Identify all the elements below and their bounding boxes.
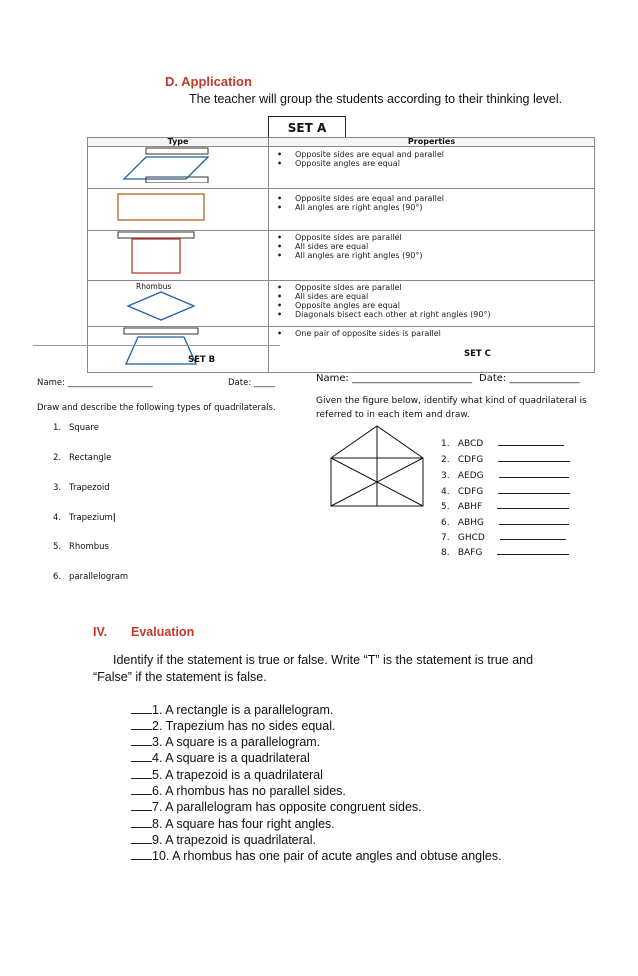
rhombus-shape <box>88 281 268 321</box>
list-item: 6. parallelogram <box>53 572 129 582</box>
set-c-date-field: Date: ______________ <box>479 373 580 384</box>
property-item: • Opposite sides are equal and parallel <box>277 150 445 159</box>
divider <box>33 345 280 346</box>
question-item: 6. A rhombus has no parallel sides. <box>131 782 346 798</box>
question-item: 5. A trapezoid is a quadrilateral <box>131 766 323 782</box>
property-item: • All sides are equal <box>277 242 369 251</box>
list-item: 3. Trapezoid <box>53 483 110 493</box>
evaluation-instruction: Identify if the statement is true or false. Write “T” is the statement is true and “False” if the statement is false. <box>93 653 534 684</box>
list-item: 2. Rectangle <box>53 453 112 463</box>
set-a-header-row <box>88 138 595 147</box>
shape-cell-square <box>88 231 269 281</box>
props-cell-square <box>269 231 595 281</box>
list-item: 6. ABHG <box>441 515 569 528</box>
property-item: • Opposite sides are equal and parallel <box>277 194 445 203</box>
question-item: 10. A rhombus has one pair of acute angles and obtuse angles. <box>131 847 502 863</box>
trapezoid-shape <box>88 327 268 367</box>
shape-cell-trapezoid <box>88 327 269 373</box>
list-item: 7. GHCD <box>441 530 566 543</box>
props-cell-rectangle <box>269 189 595 231</box>
set-b-name-field: Name: ____________________ <box>37 378 153 388</box>
list-item: 2. CDFG <box>441 452 570 465</box>
table-row <box>88 327 595 373</box>
property-item: • Opposite angles are equal <box>277 159 400 168</box>
set-c-title: SET C <box>464 349 491 359</box>
property-item: • All angles are right angles (90°) <box>277 203 423 212</box>
set-a-table <box>87 137 595 373</box>
props-cell-trapezoid <box>269 327 595 373</box>
question-item: 9. A trapezoid is quadrilateral. <box>131 831 316 847</box>
list-item: 4. CDFG <box>441 484 570 497</box>
list-item: 5. ABHF <box>441 499 569 512</box>
list-item: 1. Square <box>53 423 99 433</box>
shape-cell-rhombus <box>88 281 269 327</box>
props-cell-rhombus <box>269 281 595 327</box>
question-item: 4. A square is a quadrilateral <box>131 749 310 765</box>
col-properties-header: Properties <box>269 138 595 147</box>
list-item: 4. Trapezium| <box>53 513 116 523</box>
props-cell-parallelogram <box>269 147 595 189</box>
question-item: 2. Trapezium has no sides equal. <box>131 717 335 733</box>
list-item: 3. AEDG <box>441 468 569 481</box>
parallelogram-shape <box>88 147 268 183</box>
property-item: • All angles are right angles (90°) <box>277 251 423 260</box>
question-item: 8. A square has four right angles. <box>131 815 335 831</box>
rectangle-shape <box>88 189 268 225</box>
rhombus-name: Rhombus <box>136 282 172 291</box>
property-item: • Diagonals bisect each other at right angles (90°) <box>277 310 491 319</box>
question-item: 7. A parallelogram has opposite congruent sides. <box>131 798 422 814</box>
set-b-title: SET B <box>188 355 216 365</box>
shape-cell-rectangle <box>88 189 269 231</box>
shape-cell-parallelogram <box>88 147 269 189</box>
property-item: • Opposite angles are equal <box>277 301 400 310</box>
col-type-header: Type <box>88 138 269 147</box>
section-d-text: The teacher will group the students according to their thinking level. <box>189 92 563 106</box>
table-row <box>88 281 595 327</box>
list-item: 8. BAFG <box>441 545 569 558</box>
property-item: • Opposite sides are parallel <box>277 283 402 292</box>
set-c-name-field: Name: ________________________ <box>316 373 473 384</box>
set-c-instruction: Given the figure below, identify what kind of quadrilateral is referred to in each item and draw. <box>316 396 587 420</box>
table-row <box>88 189 595 231</box>
set-b-instruction: Draw and describe the following types of quadrilaterals. <box>37 403 276 413</box>
property-item: • All sides are equal <box>277 292 369 301</box>
list-item: 1. ABCD <box>441 436 564 449</box>
evaluation-title: IV. Evaluation <box>93 625 195 639</box>
square-shape <box>88 231 268 275</box>
table-row <box>88 147 595 189</box>
list-item: 5. Rhombus <box>53 542 109 552</box>
table-row <box>88 231 595 281</box>
set-a-label: SET A <box>268 116 346 140</box>
set-b-date-field: Date: _____ <box>228 378 276 388</box>
property-item: • Opposite sides are parallel <box>277 233 402 242</box>
section-d-title: D. Application <box>165 74 252 89</box>
question-item: 1. A rectangle is a parallelogram. <box>131 701 333 717</box>
question-item: 3. A square is a parallelogram. <box>131 733 320 749</box>
house-figure <box>329 424 429 508</box>
property-item: • One pair of opposite sides is parallel <box>277 329 441 338</box>
